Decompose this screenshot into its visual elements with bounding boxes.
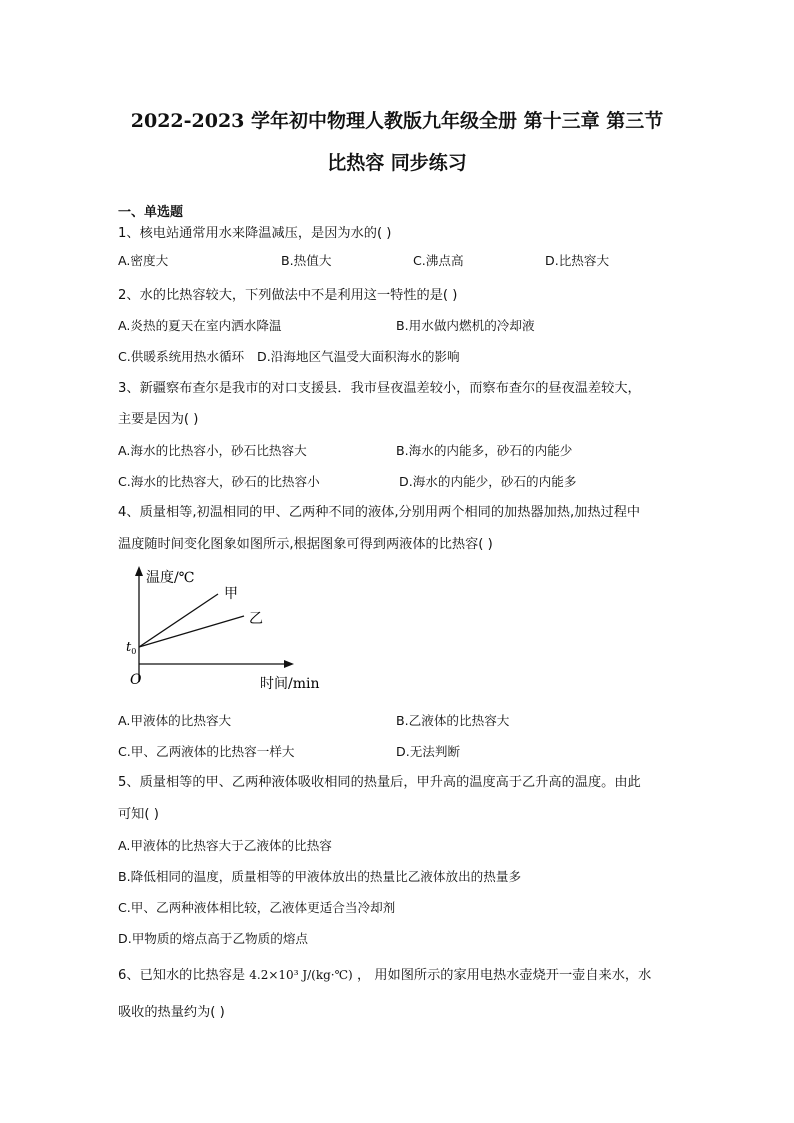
q6-stem-part-a: 6、已知水的比热容是: [118, 968, 246, 983]
q5-option-a: A.甲液体的比热容大于乙液体的比热容: [118, 838, 332, 853]
graph-origin-label: O: [130, 672, 142, 688]
q6-stem-line2: 吸收的热量约为( ): [118, 1005, 225, 1020]
graph-x-label: 时间/min: [260, 676, 320, 692]
q3-option-d: D.海水的内能少，砂石的内能多: [399, 474, 577, 489]
graph-line-jia: [139, 594, 218, 647]
q2-stem: 2、水的比热容较大，下列做法中不是利用这一特性的是( ): [118, 288, 458, 303]
doc-title-line1: 2022-2023 学年初中物理人教版九年级全册 第十三章 第三节: [130, 110, 664, 132]
q1-option-c: C.沸点高: [413, 253, 464, 268]
graph-line-jia-label: 甲: [224, 586, 238, 602]
q5-option-c: C.甲、乙两种液体相比较，乙液体更适合当冷却剂: [118, 900, 396, 915]
q5-stem-line1: 5、质量相等的甲、乙两种液体吸收相同的热量后，甲升高的温度高于乙升高的温度。由此: [118, 775, 641, 790]
q5-stem-line2: 可知( ): [118, 807, 159, 822]
q5-option-b: B.降低相同的温度，质量相等的甲液体放出的热量比乙液体放出的热量多: [118, 869, 522, 884]
graph-y-label: 温度/℃: [146, 570, 195, 586]
graph-y-arrow: [135, 566, 143, 576]
q2-option-c: C.供暖系统用热水循环: [118, 349, 245, 364]
q1-option-b: B.热值大: [281, 253, 332, 268]
graph-x-arrow: [284, 660, 294, 668]
q2-option-a: A.炎热的夏天在室内洒水降温: [118, 318, 282, 333]
q4-option-b: B.乙液体的比热容大: [396, 713, 510, 728]
q4-option-a: A.甲液体的比热容大: [118, 713, 232, 728]
graph-line-yi: [139, 616, 244, 647]
q6-stem-part-b: ， 用如图所示的家用电热水壶烧开一壶自来水，水: [356, 968, 652, 983]
q1-stem: 1、核电站通常用水来降温减压，是因为水的( ): [118, 226, 392, 241]
q4-option-d: D.无法判断: [396, 744, 461, 759]
q3-option-a: A.海水的比热容小，砂石比热容大: [118, 443, 307, 458]
q2-option-b: B.用水做内燃机的冷却液: [396, 318, 535, 333]
graph-t0-label: $t_0$: [126, 640, 137, 656]
q3-option-c: C.海水的比热容大，砂石的比热容小: [118, 474, 320, 489]
q6-stem-line1: [118, 964, 651, 983]
q4-temperature-time-graph: [118, 562, 348, 694]
q5-option-d: D.甲物质的熔点高于乙物质的熔点: [118, 931, 309, 946]
graph-line-yi-label: 乙: [249, 611, 263, 627]
q3-stem-line2: 主要是因为( ): [118, 412, 199, 427]
q4-option-c: C.甲、乙两液体的比热容一样大: [118, 744, 295, 759]
q1-option-d: D.比热容大: [545, 253, 610, 268]
q2-option-d: D.沿海地区气温受大面积海水的影响: [257, 349, 460, 364]
q4-stem-line2: 温度随时间变化图象如图所示,根据图象可得到两液体的比热容( ): [118, 537, 493, 552]
section-heading: 一、单选题: [118, 205, 184, 220]
q6-specific-heat-value: 4.2×10³ J/(kg·℃): [249, 968, 353, 982]
doc-title-line2: 比热容 同步练习: [327, 152, 467, 174]
q4-stem-line1: 4、质量相等,初温相同的甲、乙两种不同的液体,分别用两个相同的加热器加热,加热过程中: [118, 505, 641, 520]
q3-stem-line1: 3、新疆察布查尔是我市的对口支援县．我市昼夜温差较小，而察布查尔的昼夜温差较大，: [118, 381, 641, 396]
q3-option-b: B.海水的内能多，砂石的内能少: [396, 443, 573, 458]
q1-option-a: A.密度大: [118, 253, 169, 268]
